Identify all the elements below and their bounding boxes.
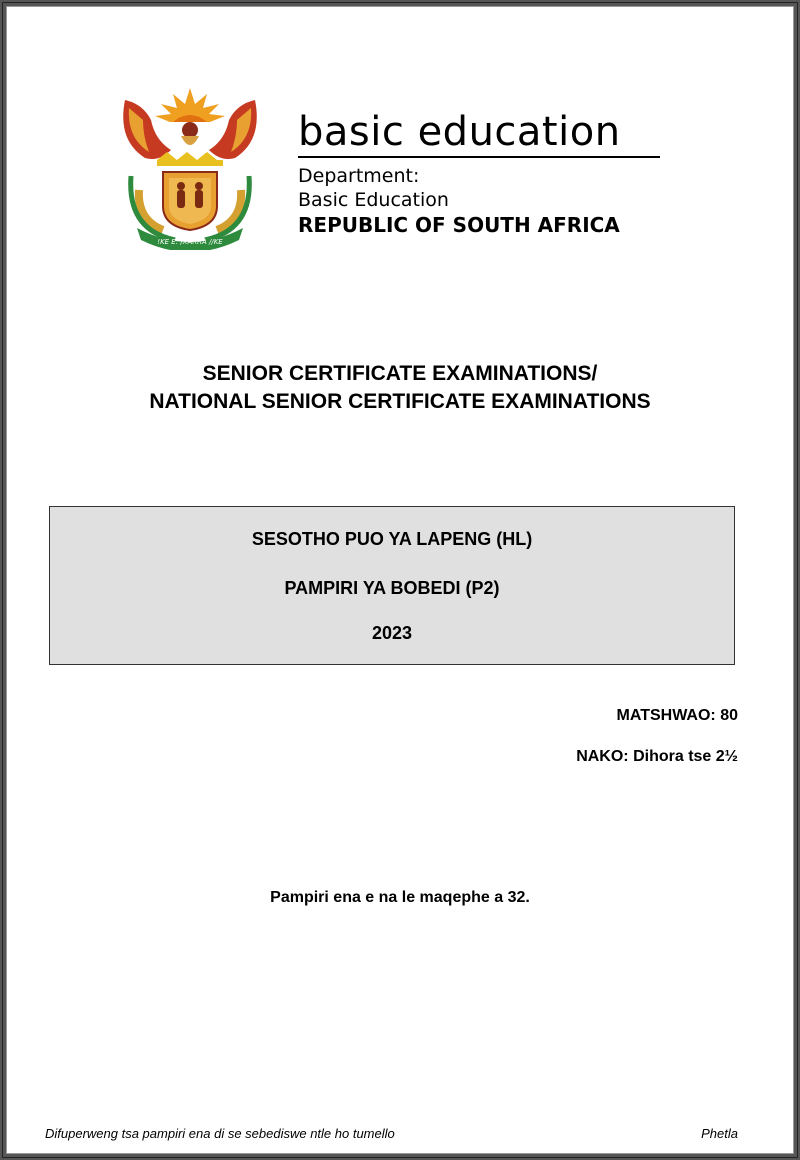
department-name: Basic Education (298, 189, 449, 211)
coat-of-arms-logo (115, 80, 265, 250)
exam-heading-line1: SENIOR CERTIFICATE EXAMINATIONS/ (202, 362, 598, 385)
subject-box (49, 506, 735, 665)
paper-number: PAMPIRI YA BOBEDI (P2) (284, 578, 500, 598)
exam-heading-line2: NATIONAL SENIOR CERTIFICATE EXAMINATIONS (149, 390, 651, 413)
rising-sun-icon (155, 88, 225, 122)
exam-duration: NAKO: Dihora tse 2½ (576, 748, 738, 765)
copyright-notice: Difuperweng tsa pampiri ena di se sebediswe ntle ho tumello (45, 1126, 395, 1141)
page-count-note: Pampiri ena e na le maqephe a 32. (270, 889, 530, 906)
brand-title: basic education (298, 109, 621, 155)
exam-heading (0, 360, 800, 416)
turn-over-label: Phetla (701, 1126, 738, 1141)
department-brand (298, 110, 668, 238)
country-name: REPUBLIC OF SOUTH AFRICA (298, 213, 620, 237)
brand-divider (298, 156, 660, 158)
crest-motto: !KE E: /XARRA //KE (157, 238, 223, 246)
exam-year: 2023 (371, 623, 413, 643)
total-marks: MATSHWAO: 80 (616, 707, 738, 724)
department-label: Department: (298, 165, 420, 187)
subject-name: SESOTHO PUO YA LAPENG (HL) (251, 529, 533, 549)
